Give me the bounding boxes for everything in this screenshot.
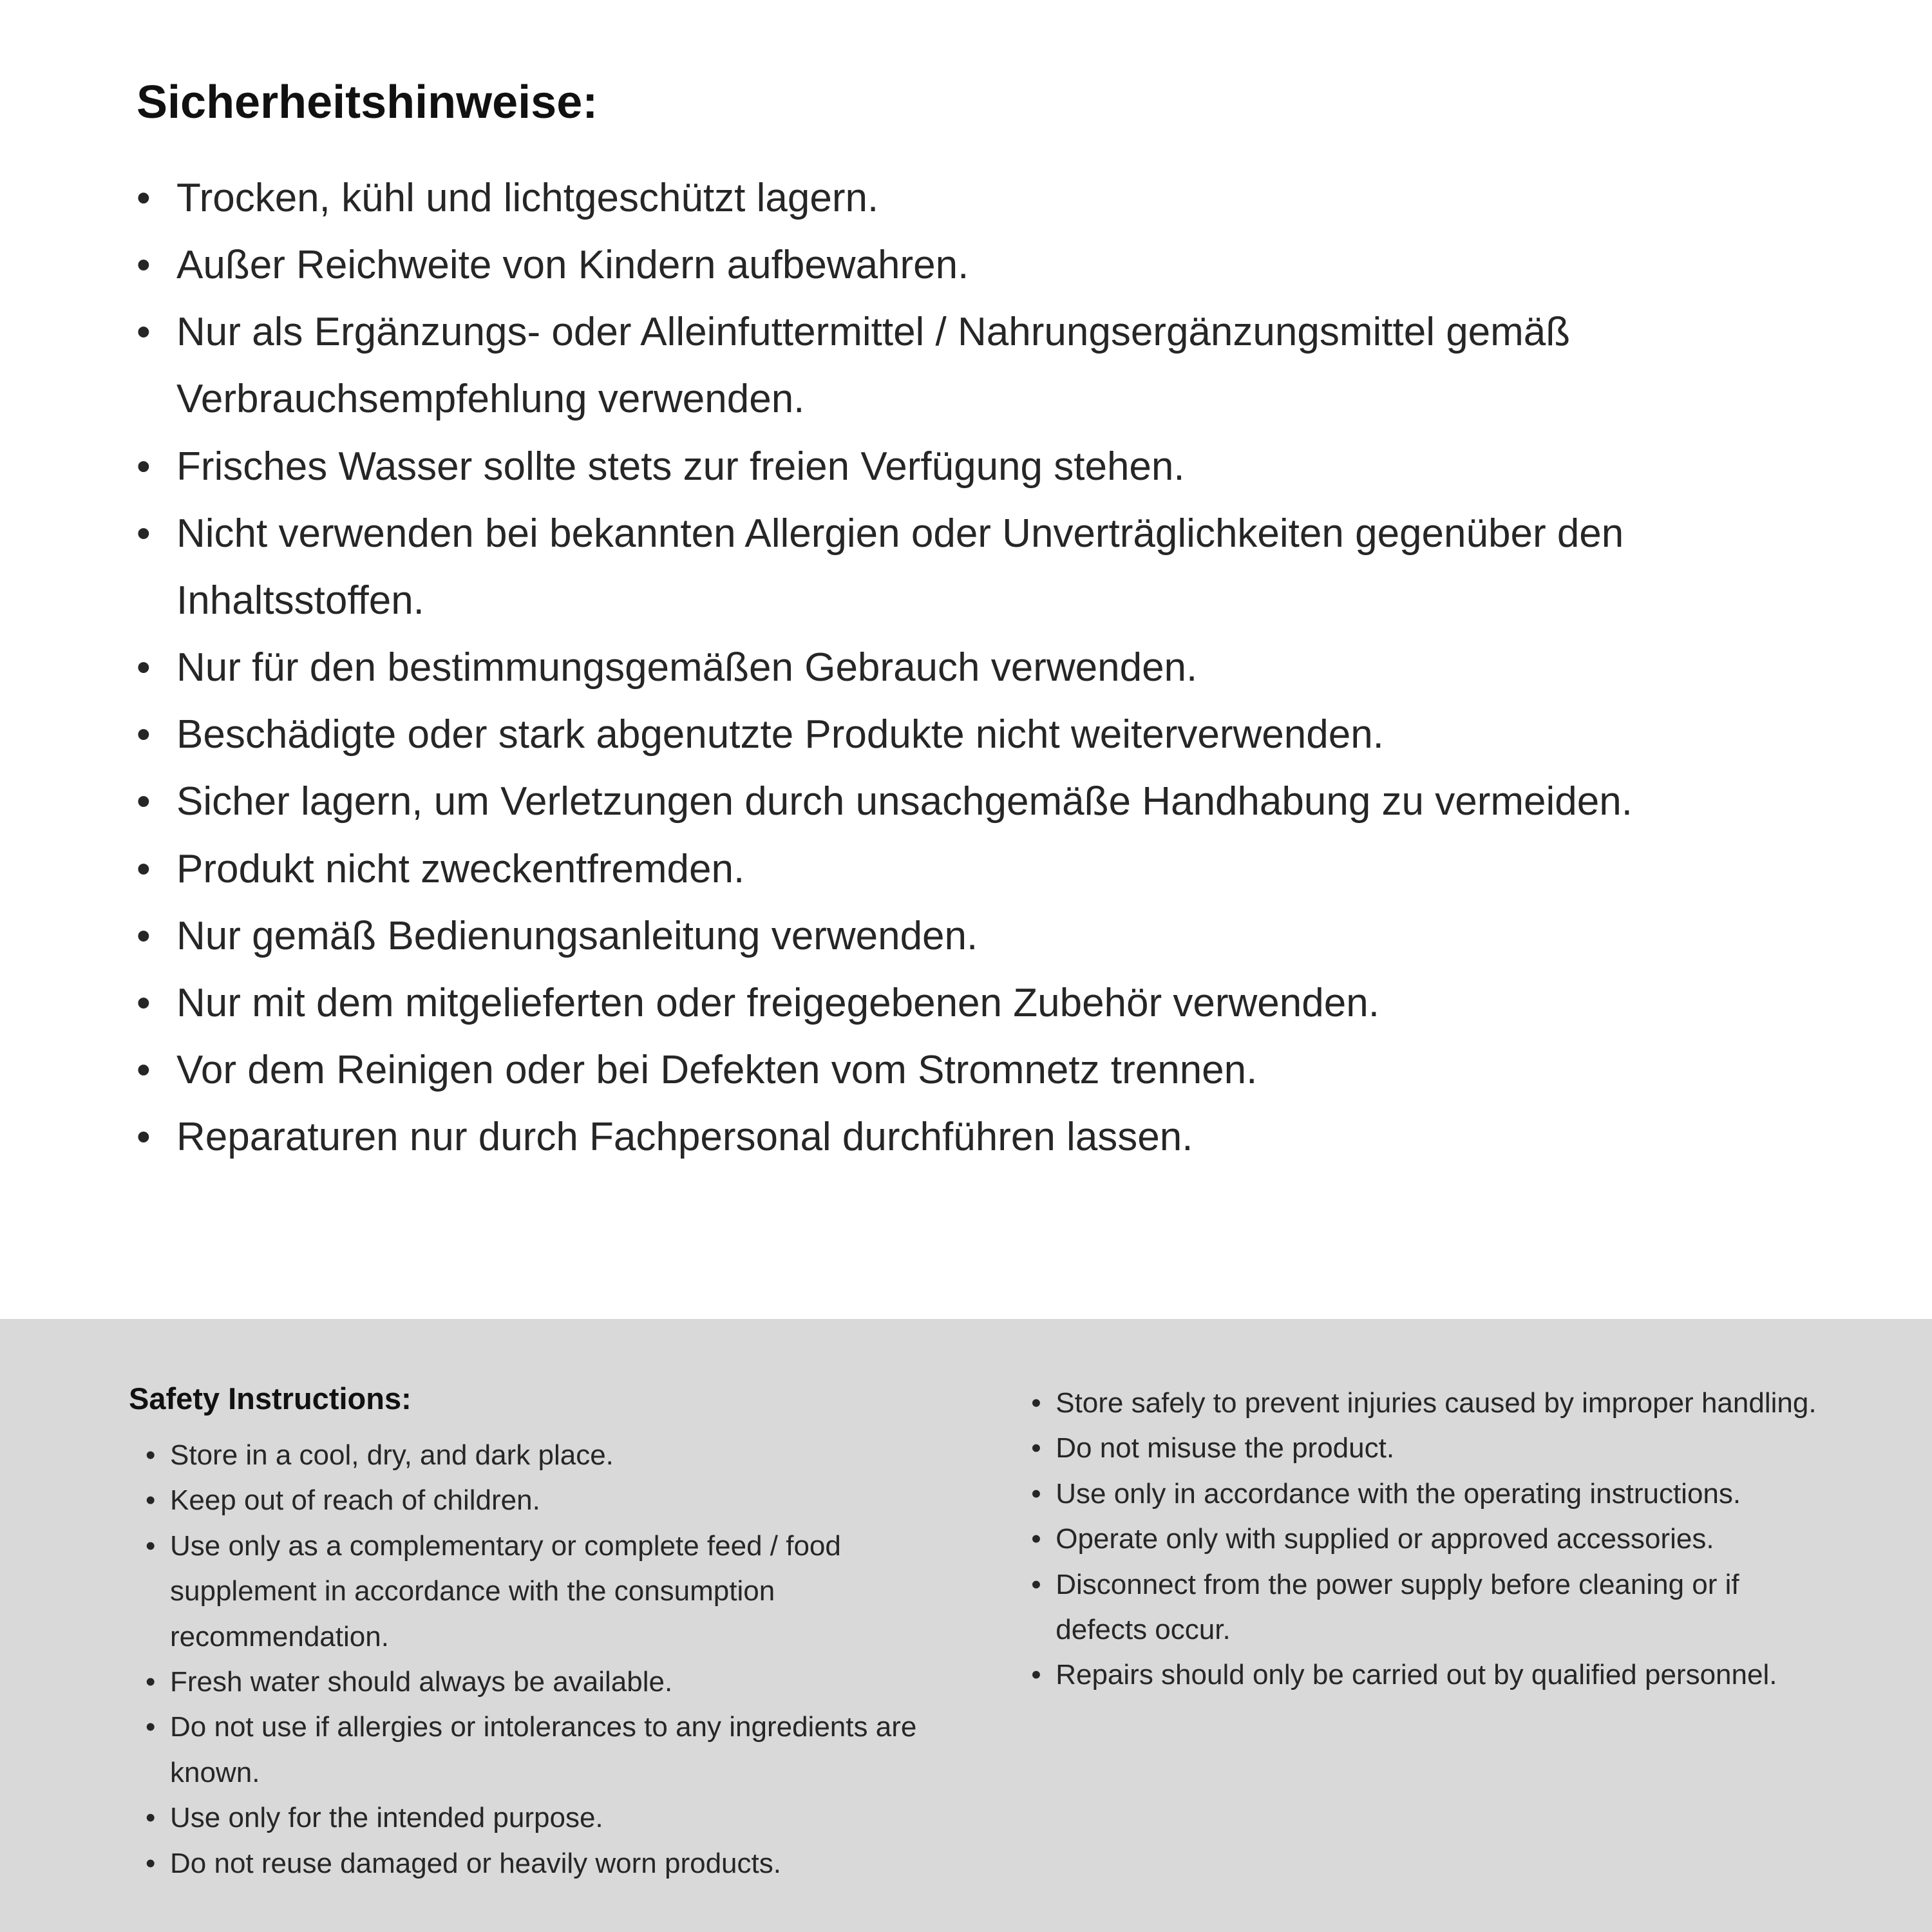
english-right-column [1031, 1381, 1835, 1698]
bullet-item: • Fresh water should always be available. [146, 1660, 927, 1705]
bullet-item: • Nur als Ergänzungs- oder Alleinfuttermittel / Nahrungsergänzungsmittel gemäß Verbrauchsempfehlung verwenden. [137, 299, 1785, 433]
bullet-item: • Repairs should only be carried out by qualified personnel. [1031, 1653, 1835, 1698]
bullet-item: • Nur gemäß Bedienungsanleitung verwenden. [137, 903, 1785, 970]
bullet-item: • Store in a cool, dry, and dark place. [146, 1433, 927, 1478]
bullet-item: • Außer Reichweite von Kindern aufbewahren. [137, 232, 1785, 299]
bullet-item: • Reparaturen nur durch Fachpersonal durchführen lassen. [137, 1104, 1785, 1171]
english-left-bullet-list [129, 1433, 927, 1886]
bullet-item: • Vor dem Reinigen oder bei Defekten vom Stromnetz trennen. [137, 1037, 1785, 1104]
bullet-item: • Nur für den bestimmungsgemäßen Gebrauch verwenden. [137, 634, 1785, 701]
bullet-item: • Trocken, kühl und lichtgeschützt lagern. [137, 165, 1785, 232]
german-section-title: Sicherheitshinweise: [137, 77, 598, 128]
bullet-item: • Do not use if allergies or intolerances to any ingredients are known. [146, 1705, 927, 1795]
english-left-column [129, 1381, 973, 1886]
english-section [0, 1319, 1932, 1932]
bullet-item: • Sicher lagern, um Verletzungen durch unsachgemäße Handhabung zu vermeiden. [137, 768, 1785, 835]
german-bullet-list [137, 165, 1785, 1171]
bullet-item: • Use only for the intended purpose. [146, 1795, 927, 1841]
bullet-item: • Do not misuse the product. [1031, 1426, 1835, 1471]
bullet-item: • Disconnect from the power supply before cleaning or if defects occur. [1031, 1562, 1835, 1653]
bullet-item: • Nur mit dem mitgelieferten oder freigegebenen Zubehör verwenden. [137, 970, 1785, 1037]
bullet-item: • Nicht verwenden bei bekannten Allergien oder Unverträglichkeiten gegenüber den Inhaltsstoffen. [137, 500, 1785, 634]
english-section-title: Safety Instructions: [129, 1381, 412, 1416]
bullet-item: • Do not reuse damaged or heavily worn products. [146, 1841, 927, 1886]
bullet-item: • Use only in accordance with the operating instructions. [1031, 1472, 1835, 1517]
bullet-item: • Operate only with supplied or approved accessories. [1031, 1517, 1835, 1562]
bullet-item: • Keep out of reach of children. [146, 1478, 927, 1523]
bullet-item: • Produkt nicht zweckentfremden. [137, 836, 1785, 903]
bullet-item: • Use only as a complementary or complete feed / food supplement in accordance with the consumption recommendation. [146, 1524, 927, 1660]
bullet-item: • Store safely to prevent injuries caused by improper handling. [1031, 1381, 1835, 1426]
bullet-item: • Beschädigte oder stark abgenutzte Produkte nicht weiterverwenden. [137, 701, 1785, 768]
bullet-item: • Frisches Wasser sollte stets zur freien Verfügung stehen. [137, 433, 1785, 500]
english-right-bullet-list [1031, 1381, 1835, 1698]
